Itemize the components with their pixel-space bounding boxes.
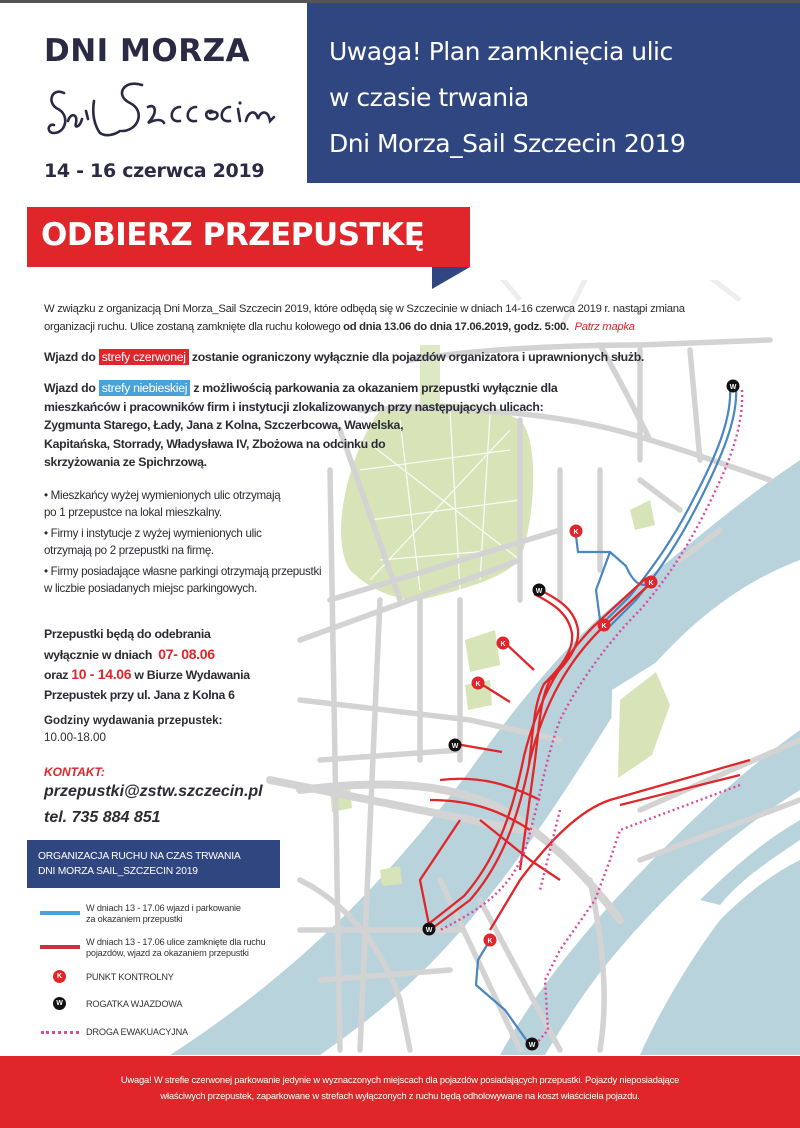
event-logo — [0, 3, 305, 185]
legend-text-line: W dniach 13 - 17.06 ulice zamknięte dla ruchu — [86, 937, 266, 947]
gate-marker — [423, 923, 436, 936]
list-item-line: • Mieszkańcy wyżej wymienionych ulic otrzymają — [44, 489, 281, 502]
pickup-dates-1: 07- 08.06 — [158, 645, 215, 662]
gate-marker — [449, 739, 462, 752]
checkpoint-marker — [484, 934, 497, 947]
legend-text-line: W dniach 13 - 17.06 wjazd i parkowanie — [86, 903, 241, 913]
pickup-line-3-prefix: oraz — [44, 668, 69, 682]
ribbon-label: ODBIERZ PRZEPUSTKĘ — [41, 217, 425, 253]
legend-blue-text — [86, 903, 241, 925]
blue-zone-rest: z możliwością parkowania za okazaniem przepustki wyłącznie dla — [193, 381, 558, 395]
checkpoint-marker — [472, 677, 485, 690]
svg-text:W: W — [535, 588, 543, 595]
logo-signature-sail-szczecin — [44, 73, 284, 151]
red-zone-highlight: strefy czerwonej — [99, 349, 189, 365]
event-dates: 14 - 16 czerwca 2019 — [44, 160, 265, 182]
checkpoint-marker — [497, 637, 510, 650]
legend-title-box — [27, 840, 280, 888]
dotted-line-icon — [41, 1031, 79, 1034]
svg-text:K: K — [648, 580, 654, 587]
pickup-info — [44, 625, 304, 705]
gate-marker — [727, 380, 740, 393]
blue-zone-line: Zygmunta Starego, Łady, Jana z Kolna, Szczerbcowa, Wawelska, — [44, 418, 404, 432]
legend-gate-text: ROGATKA WJAZDOWA — [86, 999, 183, 1009]
svg-text:W: W — [451, 743, 459, 750]
legend-title-line-2: DNI MORZA SAIL_SZCZECIN 2019 — [38, 866, 198, 877]
red-zone-rest: zostanie ograniczony wyłącznie dla pojazdów organizatora i uprawnionych służb. — [191, 350, 645, 364]
blue-zone-line: skrzyżowania ze Spichrzową. — [44, 455, 207, 469]
svg-text:K: K — [500, 641, 506, 648]
blue-zone-prefix: Wjazd do — [44, 381, 96, 395]
checkpoint-marker — [645, 576, 658, 589]
pickup-line-3 — [44, 665, 304, 686]
intro-paragraph — [44, 300, 784, 336]
pickup-dates-2: 10 - 14.06 — [71, 666, 132, 682]
list-item-line: w liczbie posiadanych miejsc parkingowych. — [44, 581, 257, 595]
footer-line-2: właściwych przepustek, zaparkowane w strefach wyłączonych z ruchu będą odholowywane na koszt właściciela pojazdu. — [160, 1090, 640, 1101]
list-item — [44, 564, 364, 597]
blue-zone-first-line — [44, 379, 634, 398]
intro-line-2 — [44, 318, 784, 336]
map-park-small-1 — [465, 630, 500, 672]
list-item — [44, 526, 364, 559]
header-line-1: Uwaga! Plan zamknięcia ulic — [329, 37, 673, 66]
blue-zone-line: Kapitańska, Storrady, Władysława IV, Zbożowa na odcinku do — [44, 436, 386, 451]
legend-checkpoint-text: PUNKT KONTROLNY — [86, 972, 174, 982]
map-park-small-3 — [630, 500, 655, 530]
list-item-line: po 1 przepustce na lokal mieszkalny. — [44, 505, 222, 519]
intro-line-2-text: organizacji ruchu. Ulice zostaną zamknięte dla ruchu kołowego — [44, 321, 344, 333]
checkpoint-marker — [570, 525, 583, 538]
list-item-line: otrzymają po 2 przepustki na firmę. — [44, 543, 214, 557]
footer-line-1: Uwaga! W strefie czerwonej parkowanie jedynie w wyznaczonych miejscach dla pojazdów posiadających przepustki. Pojazdy nieposiadające — [120, 1074, 680, 1085]
list-item-line: • Firmy posiadające własne parkingi otrzymają przepustki — [44, 565, 322, 578]
pickup-line-2 — [44, 645, 304, 666]
logo-title: DNI MORZA — [44, 33, 251, 69]
closure-dates: od dnia 13.06 do dnia 17.06.2019, godz. 5:00. — [343, 321, 569, 333]
hours-label: Godziny wydawania przepustek: — [44, 714, 223, 727]
red-line-icon — [40, 945, 80, 949]
gate-marker — [533, 584, 546, 597]
header-line-3: Dni Morza_Sail Szczecin 2019 — [329, 129, 686, 158]
footer-warning — [0, 1056, 800, 1128]
svg-text:K: K — [475, 681, 481, 688]
svg-text:K: K — [601, 623, 607, 630]
pickup-line-2-text: wyłącznie w dniach — [44, 647, 153, 662]
red-zone-paragraph — [44, 350, 644, 364]
ribbon-fold — [432, 267, 470, 289]
list-item-line: • Firmy i instytucje z wyżej wymienionych ulic — [44, 527, 262, 540]
pickup-hours — [44, 712, 222, 746]
legend-text-line: pojazdów, wjazd za okazaniem przepustki — [86, 948, 249, 958]
blue-zone-line: mieszkańców i pracowników firm i instytucji zlokalizowanych przy następujących ulicach: — [44, 399, 544, 414]
pickup-line-3-rest: w Biurze Wydawania — [134, 668, 250, 682]
hours-value: 10.00-18.00 — [44, 731, 106, 744]
gate-marker — [526, 1038, 539, 1051]
svg-text:W: W — [729, 384, 737, 391]
pickup-address: Przepustek przy ul. Jana z Kolna 6 — [44, 687, 235, 702]
checkpoint-marker — [598, 619, 611, 632]
contact-phone[interactable]: tel. 735 884 851 — [44, 809, 161, 826]
contact-email[interactable]: przepustki@zstw.szczecin.pl — [44, 783, 263, 800]
contact-label: KONTAKT: — [44, 765, 105, 779]
blue-line-icon — [40, 911, 80, 915]
legend-evacuation-text: DROGA EWAKUACYJNA — [86, 1027, 188, 1037]
header-line-2: w czasie trwania — [329, 83, 529, 112]
legend-text-line: za okazaniem przepustki — [86, 914, 183, 924]
see-map-link[interactable]: Patrz mapka — [574, 321, 635, 333]
pass-ribbon — [27, 207, 470, 267]
legend-title-line-1: ORGANIZACJA RUCHU NA CZAS TRWANIA — [38, 851, 241, 862]
gate-icon: W — [53, 997, 66, 1010]
pass-rules-list — [44, 488, 364, 602]
blue-zone-paragraph — [44, 379, 634, 472]
svg-text:K: K — [487, 938, 493, 945]
svg-text:W: W — [425, 927, 433, 934]
legend-red-text — [86, 937, 265, 959]
blue-zone-highlight: strefy niebieskiej — [99, 380, 191, 396]
pickup-line-1: Przepustki będą do odebrania — [44, 627, 211, 641]
red-zone-prefix: Wjazd do — [44, 350, 96, 364]
header-banner — [307, 3, 800, 183]
map-park-small-5 — [380, 866, 402, 886]
intro-line-1: W związku z organizacją Dni Morza_Sail Szczecin 2019, które odbędą się w Szczecinie w dniach 14-16 czerwca 2019 r. nastąpi zmiana — [44, 303, 685, 315]
svg-text:K: K — [573, 529, 579, 536]
svg-text:W: W — [528, 1042, 536, 1049]
list-item — [44, 488, 364, 521]
checkpoint-icon: K — [53, 970, 66, 983]
